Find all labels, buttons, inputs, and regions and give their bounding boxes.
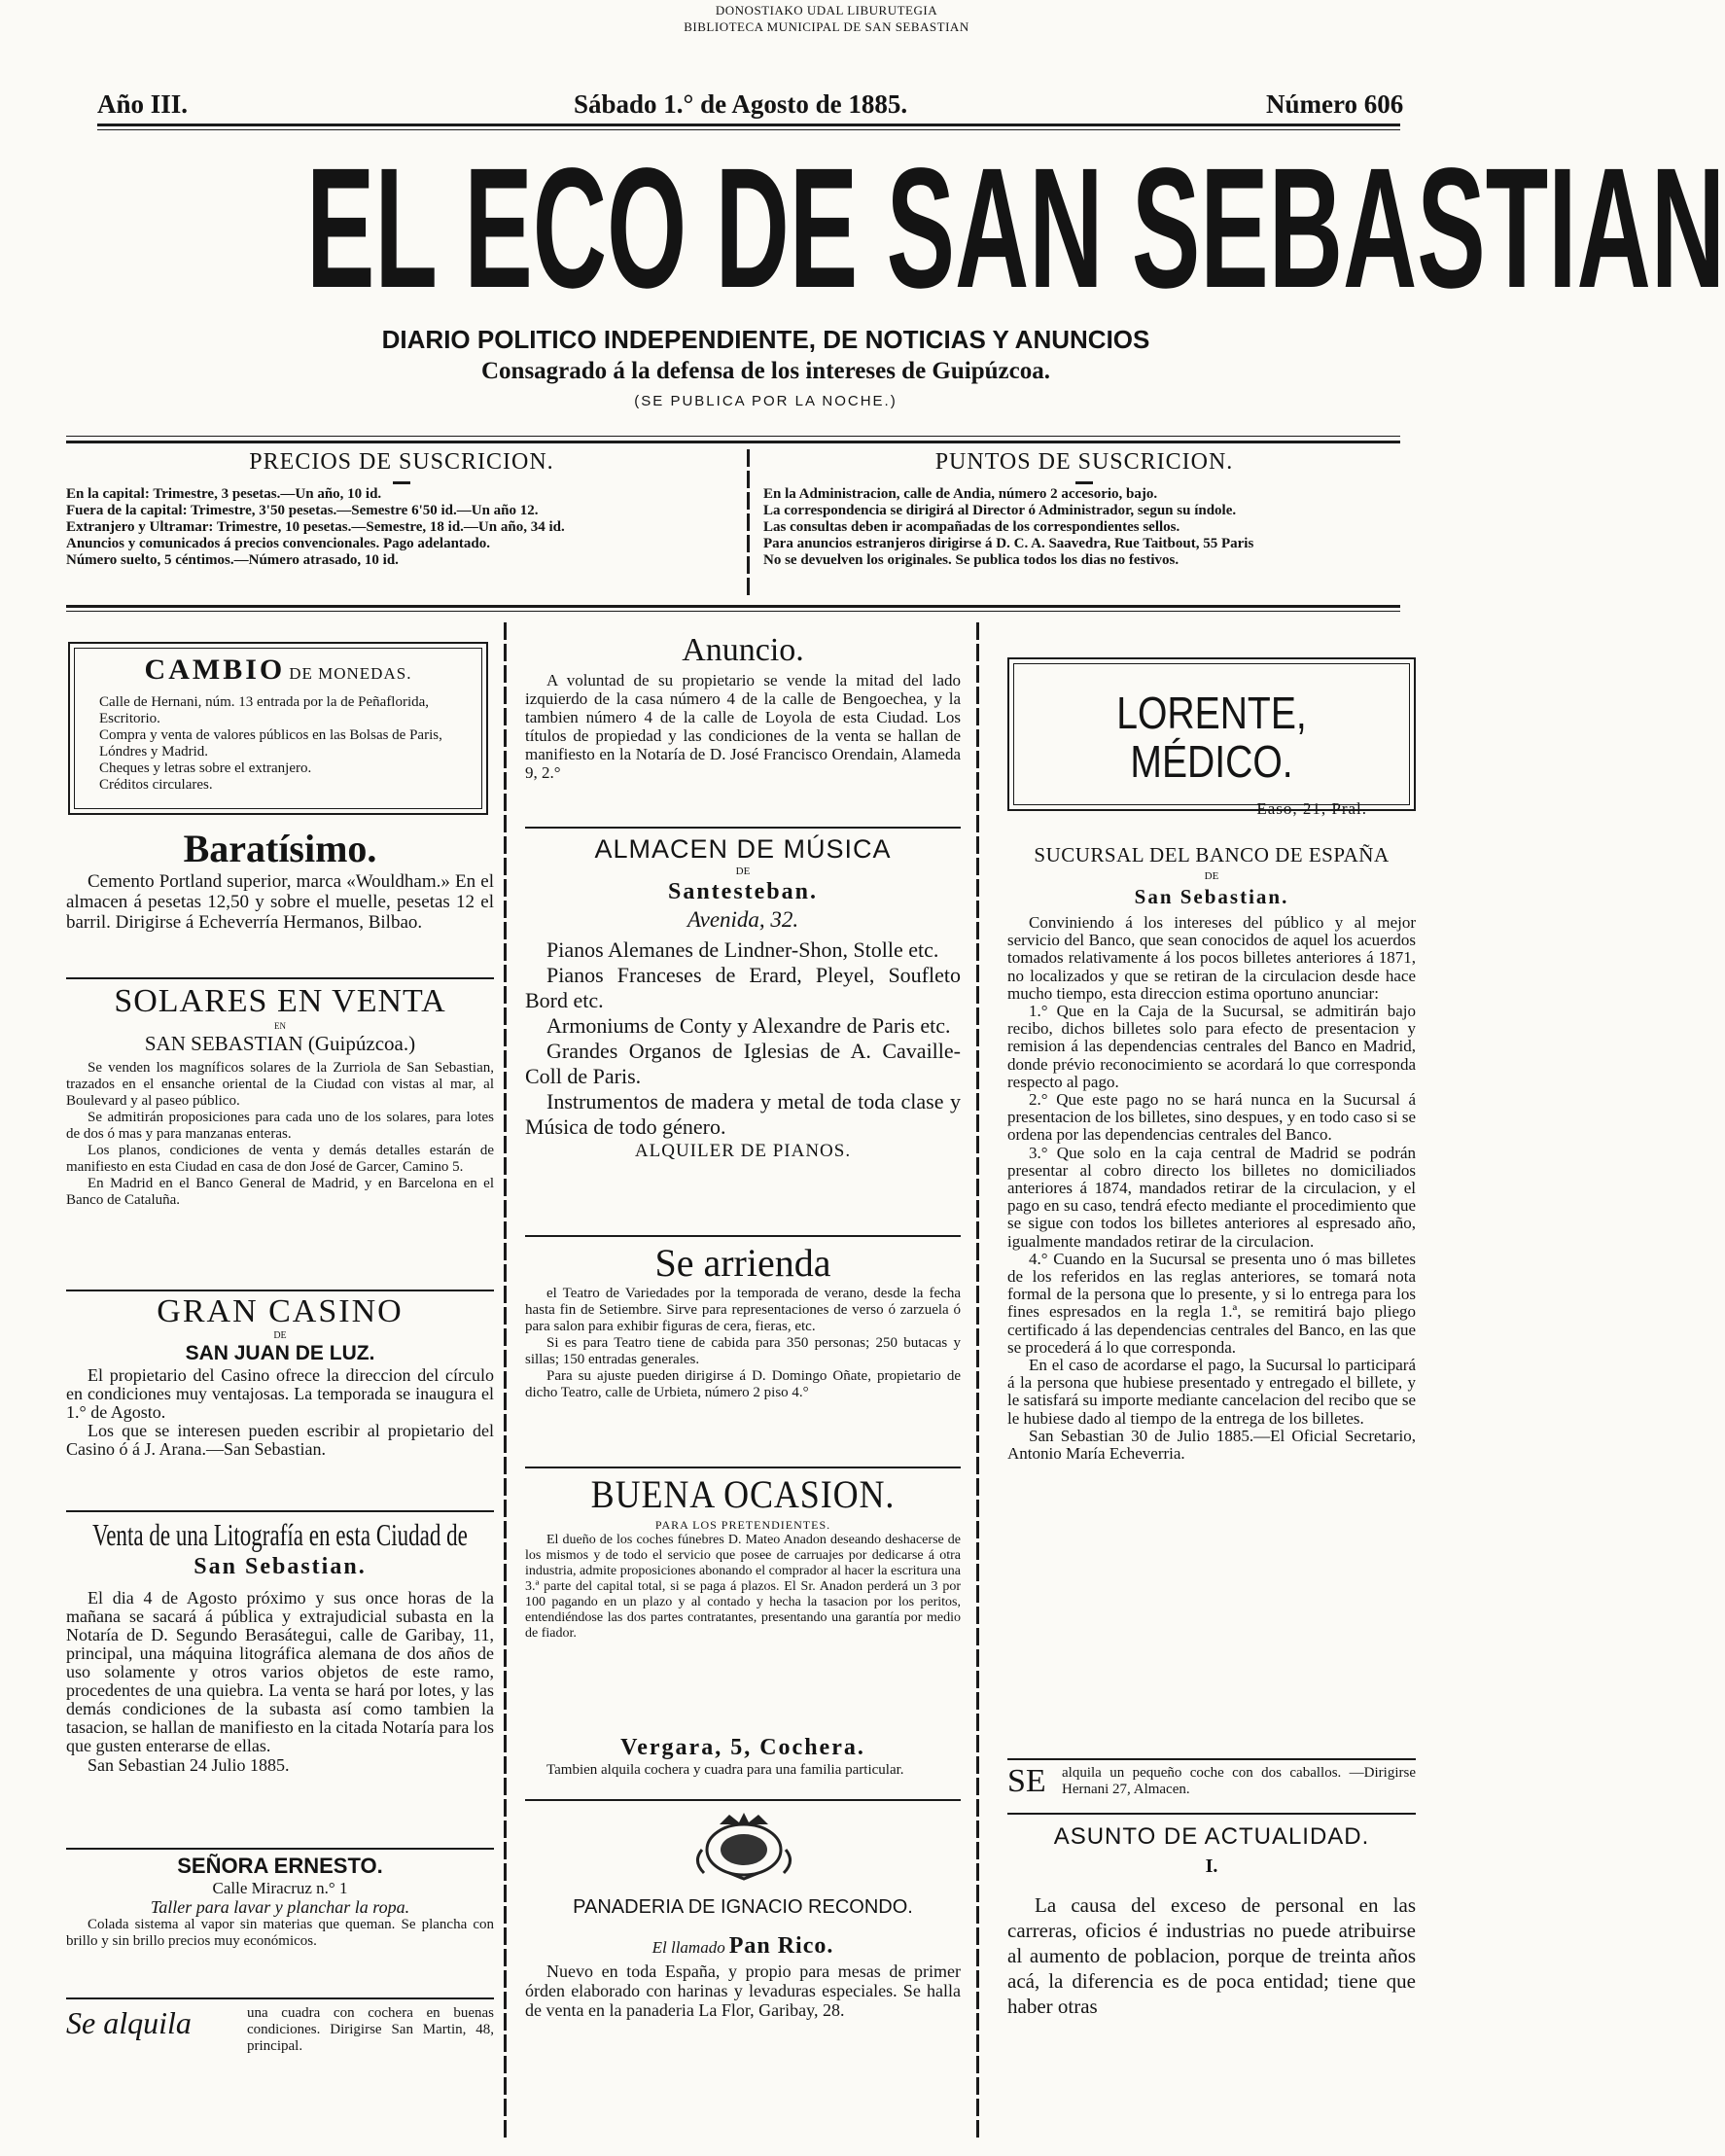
panaderia-sub-prefix: El llamado	[651, 1938, 725, 1957]
subtitle: DIARIO POLITICO INDEPENDIENTE, DE NOTICIAS Y ANUNCIOS	[381, 325, 1150, 354]
rule-c3-1	[1007, 1758, 1416, 1760]
panaderia-text: Nuevo en toda España, y propio para mesas de primer órden elaborado con harinas y levaduras especiales. Se halla de venta en la panaderia La Flor, Garibay, 28.	[525, 1962, 961, 2020]
price-line: Extranjero y Ultramar: Trimestre, 10 pesetas.—Semestre, 18 id.—Un año, 34 id.	[66, 519, 565, 535]
point-line: Las consultas deben ir acompañadas de los correspondientes sellos.	[763, 519, 1180, 535]
musica-item: Armoniums de Conty y Alexandre de Paris etc.	[546, 1013, 951, 1038]
solares-title: SOLARES EN VENTA	[114, 983, 446, 1019]
point-line: Para anuncios estranjeros dirigirse á D. C. A. Saavedra, Rue Taitbout, 55 Paris	[763, 536, 1254, 551]
rule-c1-3	[66, 1510, 494, 1512]
points-block	[763, 449, 1405, 569]
banco-ad	[1007, 842, 1416, 1463]
se-big: SE	[1007, 1763, 1046, 1799]
panaderia-title: PANADERIA DE IGNACIO RECONDO.	[573, 1896, 913, 1918]
arrienda-title: Se arrienda	[654, 1241, 831, 1285]
alquila-title: Se alquila	[66, 2005, 192, 2040]
alquila-text: una cuadra con cochera en buenas condiciones. Dirigirse San Martin, 48, principal.	[247, 2005, 494, 2054]
cambio-line: Calle de Hernani, núm. 13 entrada por la de Peñaflorida, Escritorio.	[99, 694, 430, 726]
casino-ad	[66, 1293, 494, 1459]
point-line: En la Administracion, calle de Andia, número 2 accesorio, bajo.	[763, 486, 1158, 502]
points-title: PUNTOS DE SUSCRICION.	[934, 449, 1234, 475]
points-dash	[1075, 481, 1093, 484]
asunto-article	[1007, 1822, 1416, 2019]
musica-title: ALMACEN DE MÚSICA	[594, 834, 892, 864]
issue-year: Año III.	[97, 89, 189, 119]
cambio-line: Créditos circulares.	[99, 777, 213, 793]
solares-en: EN	[274, 1021, 286, 1031]
library-line-1: DONOSTIAKO UDAL LIBURUTEGIA	[715, 3, 938, 18]
masthead-title: EL ECO DE SAN SEBASTIAN	[305, 133, 1725, 324]
arrienda-paragraph: Si es para Teatro tiene de cabida para 350 personas; 250 butacas y sillas; 150 entradas generales.	[525, 1335, 961, 1367]
prices-block	[66, 449, 737, 569]
coat-of-arms-icon	[690, 1811, 797, 1881]
asunto-text: La causa del exceso de personal en las carreras, oficios é industrias no puede atribuirse al aumento de poblacion, porque de treinta años acá, la diferencia es de poca entidad; tiene que haber otras	[1007, 1893, 1416, 2018]
banco-place: San Sebastian.	[1134, 885, 1289, 908]
lorente-title: LORENTE, MÉDICO.	[1116, 688, 1307, 787]
ernesto-text: Colada sistema al vapor sin materias que queman. Se plancha con brillo y sin brillo precios muy económicos.	[66, 1917, 494, 1949]
musica-ad	[525, 832, 961, 1163]
ernesto-sub: Taller para lavar y planchar la ropa.	[150, 1897, 410, 1917]
point-line: No se devuelven los originales. Se publica todos los dias no festivos.	[763, 552, 1179, 568]
ernesto-title: SEÑORA ERNESTO.	[177, 1854, 383, 1878]
cambio-box	[68, 642, 488, 815]
asunto-title: ASUNTO DE ACTUALIDAD.	[1053, 1823, 1370, 1850]
rule-top-1	[66, 436, 1400, 437]
banco-paragraph: 4.° Cuando en la Sucursal se presenta uno ó mas billetes de los referidos en las reglas anteriores, se tomará nota formal de la persona que lo presente, y si lo entrega para los fines espresados en la regla 1.ª, se remitirá bajo pliego certificado á las dependencias centrales del Banco, en las que se procederá á lo que corresponda.	[1007, 1249, 1416, 1357]
solares-paragraph: Se venden los magníficos solares de la Zurriola de San Sebastian, trazados en el ensanche oriental de la Ciudad con vistas al mar, al Boulevard y al paseo público.	[66, 1060, 494, 1109]
prices-title: PRECIOS DE SUSCRICION.	[249, 449, 554, 475]
rule-c1-1	[66, 977, 494, 979]
musica-owner: Santesteban.	[667, 879, 819, 904]
banco-paragraph: 3.° Que solo en la caja central de Madrid se podrán presentar al cobro directo los billetes no domiciliados anteriores á 1874, mandados retirar de la circulacion, y el pago en su caso, tendrá efecto mediante el procedimiento que se sigue con todos los billetes anteriores al espresado año, igualmente mandados retirar de la circulacion.	[1007, 1143, 1416, 1251]
solares-paragraph: Se admitirán proposiciones para cada uno de los solares, para lotes de dos ó mas y para manzanas enteras.	[66, 1110, 494, 1142]
musica-item: Pianos Franceses de Erard, Pleyel, Soufleto Bord etc.	[525, 963, 961, 1012]
litografia-text: El dia 4 de Agosto próximo y sus once horas de la mañana se sacará á pública y extrajudicial subasta en la Notaría de D. Segundo Berasátegui, calle de Garibay, 11, principal, una máquina litográfica alemana de dos años de uso solamente y otros varios objetos de este ramo, procedentes de una quiebra. La venta se hará por lotes, y las demás condiciones de la subasta así como tambien la tasacion, se hallan de manifiesto en la citada Notaría para los que gusten enterarse de ellas.	[66, 1588, 494, 1755]
price-line: Número suelto, 5 céntimos.—Número atrasado, 10 id.	[66, 552, 399, 568]
musica-item: Grandes Organos de Iglesias de A. Cavaille-Coll de Paris.	[525, 1039, 961, 1088]
banco-title: SUCURSAL DEL BANCO DE ESPAÑA	[1034, 843, 1390, 866]
casino-title: GRAN CASINO	[157, 1293, 404, 1329]
casino-place: SAN JUAN DE LUZ.	[185, 1342, 375, 1364]
banco-paragraph: 2.° Que este pago no se hará nunca en la Sucursal á presentacion de los billetes, sino despues, y en todo caso si se ordena por las dependencias centrales del Banco.	[1007, 1090, 1416, 1145]
lorente-address: Easo, 21, Pral.	[1256, 799, 1367, 818]
solares-ad	[66, 982, 494, 1209]
banco-de: DE	[1204, 870, 1219, 882]
rule-c1-4	[66, 1848, 494, 1850]
rule-c2-2	[525, 1235, 961, 1237]
dateline-rule	[97, 124, 1400, 126]
library-stamp	[622, 2, 1031, 35]
library-line-2: BIBLIOTECA MUNICIPAL DE SAN SEBASTIAN	[684, 19, 969, 34]
issue-number: Número 606	[1266, 89, 1404, 119]
ocasion-sub: PARA LOS PRETENDIENTES.	[654, 1518, 831, 1532]
rule-c1-2	[66, 1290, 494, 1291]
solares-paragraph: En Madrid en el Banco General de Madrid, y en Barcelona en el Banco de Cataluña.	[66, 1176, 494, 1208]
alquila-ad	[66, 2005, 494, 2055]
lorente-box	[1007, 657, 1416, 818]
vergara-text: Tambien alquila cochera y cuadra para una familia particular.	[546, 1762, 904, 1778]
column-divider-1	[504, 622, 507, 2139]
baratisimo-ad	[66, 827, 494, 933]
anuncio-title: Anuncio.	[682, 632, 804, 668]
rule-c1-5	[66, 1997, 494, 1999]
ocasion-ad	[525, 1472, 961, 1642]
arrienda-paragraph: Para su ajuste pueden dirigirse á D. Domingo Oñate, propietario de dicho Teatro, calle de Urbieta, número 2 piso 4.°	[525, 1368, 961, 1400]
header-divider	[747, 449, 750, 595]
musica-item: Pianos Alemanes de Lindner-Shon, Stolle etc.	[546, 937, 939, 962]
litografia-date: San Sebastian 24 Julio 1885.	[88, 1755, 290, 1775]
vergara-title: Vergara, 5, Cochera.	[620, 1735, 865, 1760]
vergara-ad	[525, 1733, 961, 1779]
price-line: Fuera de la capital: Trimestre, 3'50 pesetas.—Semestre 6'50 id.—Un año 12.	[66, 503, 539, 518]
column-divider-2	[976, 622, 979, 2139]
issue-date: Sábado 1.° de Agosto de 1885.	[574, 89, 908, 119]
publication-note: (SE PUBLICA POR LA NOCHE.)	[634, 393, 898, 409]
banco-signature: San Sebastian 30 de Julio 1885.—El Oficial Secretario, Antonio María Echeverria.	[1007, 1426, 1416, 1464]
litografia-place: San Sebastian.	[194, 1554, 367, 1579]
rule-c2-1	[525, 827, 961, 829]
banco-paragraph: Conviniendo á los intereses del público y al mejor servicio del Banco, que sean conocidos de aquel los acuerdos tomados relativamente á los pocos billetes anteriores á 1871, no localizados y que se retiran de la circulacion desde hace mucho tiempo, esta direccion estima oportuno anunciar:	[1007, 913, 1416, 1003]
ernesto-address: Calle Miracruz n.° 1	[212, 1879, 348, 1897]
se-text: alquila un pequeño coche con dos caballos. —Dirigirse Hernani 27, Almacen.	[1062, 1765, 1416, 1797]
casino-paragraph: Los que se interesen pueden escribir al propietario del Casino ó á J. Arana.—San Sebastian.	[66, 1421, 494, 1459]
se-alquila-ad	[1007, 1764, 1416, 1799]
tagline: Consagrado á la defensa de los intereses de Guipúzcoa.	[481, 358, 1050, 384]
musica-de: DE	[735, 866, 751, 877]
ocasion-text: El dueño de los coches fúnebres D. Mateo Anadon deseando deshacerse de los mismos y de todo el servicio que posee de carruajes por dedicarse á otra industria, admite proposiciones abonando el comprador al hacer la escritura una 3.ª parte del capital total, si se paga á plazos. El Sr. Anadon perderá un 3 por 100 pagando en un plazo y al contado y hecha la tasacion por los peritos, entendiéndose las dos partes contratantes, presentando una garantía por medio de fiador.	[525, 1533, 961, 1641]
cambio-line: Cheques y letras sobre el extranjero.	[99, 760, 312, 776]
arrienda-ad	[525, 1241, 961, 1401]
cambio-line: Compra y venta de valores públicos en las Bolsas de Paris, Lóndres y Madrid.	[99, 727, 442, 760]
musica-footer: ALQUILER DE PIANOS.	[634, 1141, 852, 1161]
cambio-title-suffix: DE MONEDAS.	[289, 664, 412, 683]
rule-top-2	[66, 441, 1400, 443]
casino-de: DE	[273, 1330, 287, 1341]
anuncio-ad	[525, 630, 961, 782]
solares-paragraph: Los planos, condiciones de venta y demás detalles estarán de manifiesto en esta Ciudad en casa de don José de Garcer, Camino 5.	[66, 1143, 494, 1175]
banco-paragraph: 1.° Que en la Caja de la Sucursal, se admitirán bajo recibo, dichos billetes solo para efecto de presentacion y remision á las dependencias centrales del Banco en Madrid, donde prévio reconocimiento se acordará lo que corresponda respecto al pago.	[1007, 1002, 1416, 1091]
baratisimo-title: Baratísimo.	[183, 827, 377, 870]
prices-dash	[393, 481, 410, 484]
ernesto-ad	[66, 1854, 494, 1950]
arrienda-paragraph: el Teatro de Variedades por la temporada de verano, desde la fecha hasta fin de Setiembre. Sirve para representaciones de verso ó zarzuela ó para salon para exhibir figuras de cera, fieras, etc.	[525, 1286, 961, 1334]
litografia-title: Venta de una Litografía en esta Ciudad de	[92, 1517, 468, 1552]
price-line: En la capital: Trimestre, 3 pesetas.—Un año, 10 id.	[66, 486, 382, 502]
banco-paragraph: En el caso de acordarse el pago, la Sucursal lo participará á la persona que hubiese presentado y entregado el billete, y le satisfará su importe mediante cancelacion del recibo que se le hubiese dado al tiempo de la entrega de los billetes.	[1007, 1356, 1416, 1428]
musica-address: Avenida, 32.	[686, 907, 799, 932]
panaderia-sub-name: Pan Rico.	[728, 1933, 834, 1959]
rule-c2-4	[525, 1799, 961, 1801]
litografia-ad	[66, 1517, 494, 1775]
rule-header-bottom-thin	[66, 611, 1400, 612]
rule-header-bottom	[66, 605, 1400, 608]
cambio-title: CAMBIO	[144, 654, 286, 686]
rule-c3-2	[1007, 1813, 1416, 1815]
ocasion-title: BUENA OCASION.	[590, 1472, 896, 1516]
musica-item: Instrumentos de madera y metal de toda clase y Música de todo género.	[525, 1089, 961, 1139]
casino-paragraph: El propietario del Casino ofrece la direccion del círculo en condiciones muy ventajosas. La temporada se inaugura el 1.° de Agosto.	[66, 1365, 494, 1422]
baratisimo-text: Cemento Portland superior, marca «Wouldham.» En el almacen á pesetas 12,50 y sobre el muelle, pesetas 12 el barril. Dirigirse á Echeverría Hermanos, Bilbao.	[66, 871, 494, 933]
price-line: Anuncios y comunicados á precios convencionales. Pago adelantado.	[66, 536, 491, 551]
panaderia-ad	[525, 1894, 961, 2020]
dateline-rule-thin	[97, 129, 1400, 130]
rule-c2-3	[525, 1467, 961, 1468]
solares-place: SAN SEBASTIAN (Guipúzcoa.)	[144, 1032, 416, 1055]
asunto-numeral: I.	[1205, 1856, 1218, 1877]
anuncio-text: A voluntad de su propietario se vende la mitad del lado izquierdo de la casa número 4 de la calle de Bengoechea, y la tambien número 4 de la calle de Loyola de esta Ciudad. Los títulos de propiedad y las condiciones de la venta se hallan de manifiesto en la Notaría de D. José Francisco Orendain, Alameda 9, 2.°	[525, 671, 961, 782]
point-line: La correspondencia se dirigirá al Director ó Administrador, segun su índole.	[763, 503, 1237, 518]
